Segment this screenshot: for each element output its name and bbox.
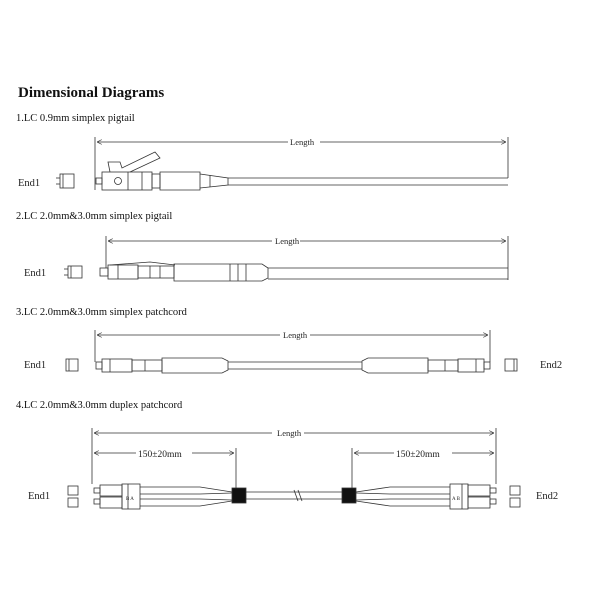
fiber-1 xyxy=(228,178,508,185)
cable-2 xyxy=(268,268,508,279)
boot-clamp-right xyxy=(342,488,356,503)
connector-tag-right: A B xyxy=(452,497,460,502)
end1-label-4: End1 xyxy=(28,491,51,502)
lc-duplex-connector-left xyxy=(94,484,232,509)
dust-cap-1 xyxy=(56,174,74,188)
dust-cap-3-left xyxy=(66,359,78,371)
dim-2-length-label: Length xyxy=(275,236,300,246)
lc-duplex-connector-right xyxy=(356,484,496,509)
cable-3 xyxy=(228,362,362,369)
dim-3-length-label: Length xyxy=(283,330,308,340)
dust-cap-3-right xyxy=(505,359,517,371)
end1-label-2: End1 xyxy=(24,268,47,279)
dust-cap-2 xyxy=(64,266,82,278)
section-3-caption: 3.LC 2.0mm&3.0mm simplex patchcord xyxy=(16,307,187,318)
dust-caps-4-right xyxy=(510,486,520,507)
lc-connector-3-left xyxy=(96,358,228,373)
lc-connector-1 xyxy=(96,152,228,190)
duplex-cable xyxy=(246,492,342,499)
section-4-caption: 4.LC 2.0mm&3.0mm duplex patchcord xyxy=(16,400,183,411)
breakout-left-label: 150±20mm xyxy=(138,450,182,460)
lc-connector-2 xyxy=(100,262,268,281)
end2-label-3: End2 xyxy=(540,360,563,371)
dim-4-length-label: Length xyxy=(277,428,302,438)
end1-label-1: End1 xyxy=(18,178,41,189)
connector-tag-left: B A xyxy=(126,497,134,502)
end2-label-4: End2 xyxy=(536,491,559,502)
breakout-right-label: 150±20mm xyxy=(396,450,440,460)
diagram-1-pigtail-0-9mm xyxy=(56,137,508,190)
lc-connector-3-right xyxy=(362,358,490,373)
section-2-caption: 2.LC 2.0mm&3.0mm simplex pigtail xyxy=(16,211,173,222)
section-1-caption: 1.LC 0.9mm simplex pigtail xyxy=(16,113,135,124)
end1-label-3: End1 xyxy=(24,360,47,371)
dim-1-length-label: Length xyxy=(290,137,315,147)
page-title: Dimensional Diagrams xyxy=(18,85,165,101)
dust-caps-4-left xyxy=(68,486,78,507)
boot-clamp-left xyxy=(232,488,246,503)
